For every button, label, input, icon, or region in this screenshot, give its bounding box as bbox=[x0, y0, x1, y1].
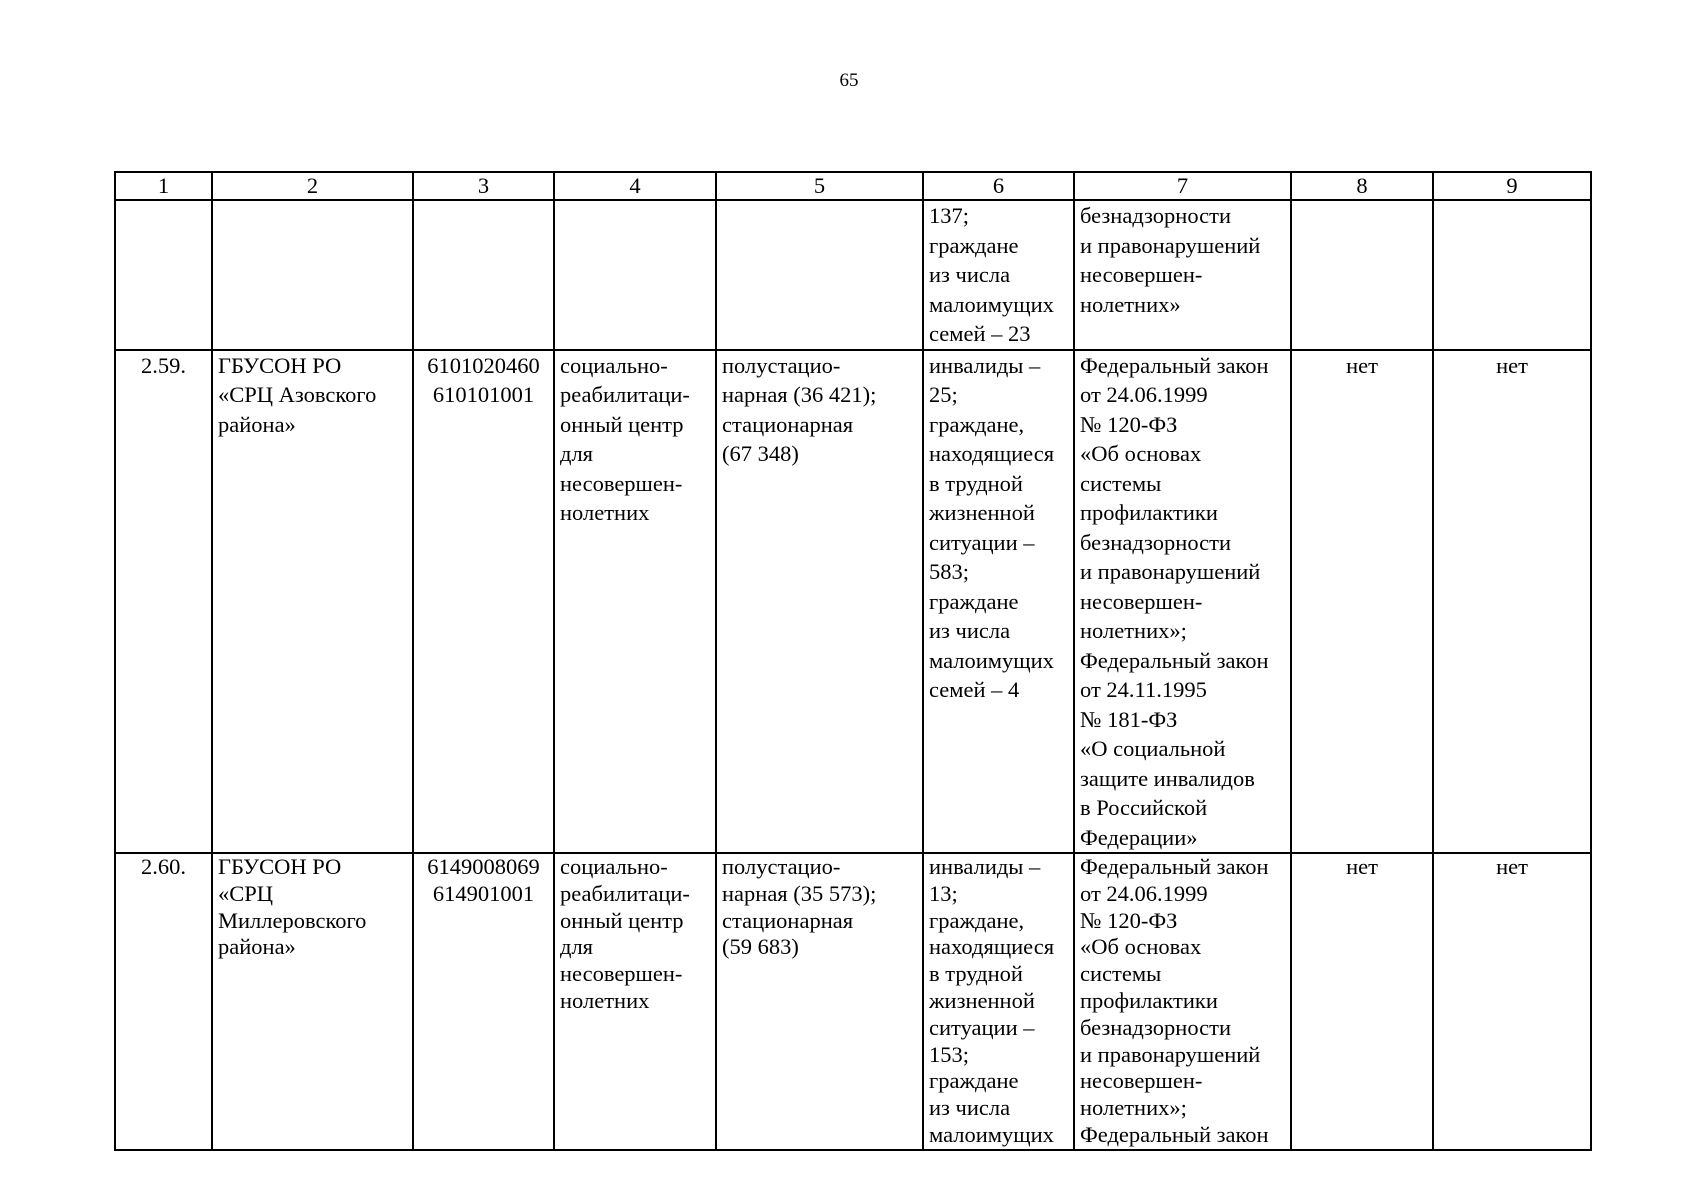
text-line: из числа bbox=[929, 618, 1011, 643]
text-line: системы bbox=[1080, 961, 1162, 987]
column-number: 8 bbox=[1291, 172, 1433, 200]
text-line: 583; bbox=[929, 559, 970, 584]
text-line: стационарная bbox=[722, 907, 854, 933]
page-number: 65 bbox=[839, 70, 859, 91]
text-line: из числа bbox=[929, 1095, 1011, 1121]
entry-number bbox=[115, 200, 212, 350]
text-line: «Об основах bbox=[1080, 934, 1202, 960]
text-line: ситуации – bbox=[929, 529, 1035, 555]
text-line: несовершен- bbox=[560, 470, 683, 496]
text-line: граждане bbox=[929, 588, 1019, 614]
column-number: 3 bbox=[413, 172, 554, 200]
text-line: для bbox=[560, 441, 594, 466]
text-line: профилактики bbox=[1080, 987, 1218, 1013]
text-line: 614901001 bbox=[432, 880, 535, 906]
text-line: граждане bbox=[929, 232, 1019, 258]
text-line: несовершен- bbox=[560, 961, 683, 987]
text-line: нарная (35 573); bbox=[722, 880, 877, 906]
column-number: 4 bbox=[554, 172, 716, 200]
text-line: в трудной bbox=[929, 470, 1023, 496]
service-form bbox=[716, 200, 923, 350]
column-number: 7 bbox=[1074, 172, 1291, 200]
organization-name bbox=[212, 350, 413, 854]
table-row bbox=[115, 350, 1591, 854]
text-line: 6101020460 bbox=[427, 352, 540, 378]
text-line: профилактики bbox=[1080, 500, 1218, 525]
text-line: (67 348) bbox=[722, 441, 799, 466]
legal-basis bbox=[1074, 200, 1291, 350]
table-row bbox=[115, 200, 1591, 350]
text-line: граждане, bbox=[929, 907, 1025, 933]
text-line: инвалиды – bbox=[929, 352, 1041, 378]
text-line: нолетних bbox=[560, 987, 650, 1013]
column-8-value: нет bbox=[1291, 853, 1433, 1150]
table-row bbox=[115, 853, 1591, 1150]
text-line: № 120-ФЗ bbox=[1080, 411, 1178, 437]
text-line: жизненной bbox=[929, 500, 1035, 525]
text-line: полустацио- bbox=[722, 854, 841, 879]
text-line: находящиеся bbox=[929, 441, 1055, 466]
legal-basis bbox=[1074, 350, 1291, 854]
column-9-value bbox=[1433, 200, 1591, 350]
column-number: 5 bbox=[716, 172, 923, 200]
text-line: № 181-ФЗ bbox=[1080, 706, 1178, 732]
text-line: и правонарушений bbox=[1080, 1041, 1261, 1067]
organization-type bbox=[554, 853, 716, 1150]
service-form bbox=[716, 350, 923, 854]
text-line: 25; bbox=[929, 382, 958, 407]
entry-number: 2.60. bbox=[115, 853, 212, 1150]
text-line: «О социальной bbox=[1080, 736, 1226, 761]
text-line: безнадзорности bbox=[1080, 1014, 1232, 1040]
text-line: «Об основах bbox=[1080, 441, 1202, 466]
text-line: семей – 23 bbox=[929, 321, 1031, 346]
text-line: семей – 4 bbox=[929, 677, 1020, 702]
text-line: от 24.11.1995 bbox=[1080, 677, 1207, 702]
column-8-value: нет bbox=[1291, 350, 1433, 854]
text-line: Федеральный закон bbox=[1080, 647, 1269, 673]
text-line: стационарная bbox=[722, 411, 854, 437]
column-number: 9 bbox=[1433, 172, 1591, 200]
text-line: нолетних bbox=[560, 500, 650, 525]
recipient-categories bbox=[923, 200, 1074, 350]
text-line: ГБУСОН РО bbox=[218, 854, 342, 879]
column-9-value: нет bbox=[1433, 350, 1591, 854]
text-line: 137; bbox=[929, 203, 970, 228]
text-line: нолетних» bbox=[1080, 291, 1181, 317]
recipient-categories bbox=[923, 350, 1074, 854]
column-number: 2 bbox=[212, 172, 413, 200]
column-number-row bbox=[115, 172, 1591, 200]
legal-basis bbox=[1074, 853, 1291, 1150]
text-line: из числа bbox=[929, 262, 1011, 287]
text-line: малоимущих bbox=[929, 291, 1054, 317]
text-line: 610101001 bbox=[432, 382, 535, 407]
text-line: безнадзорности bbox=[1080, 529, 1232, 555]
text-line: защите инвалидов bbox=[1080, 765, 1255, 791]
recipient-categories bbox=[923, 853, 1074, 1150]
entry-number: 2.59. bbox=[115, 350, 212, 854]
text-line: находящиеся bbox=[929, 934, 1055, 960]
text-line: от 24.06.1999 bbox=[1080, 880, 1208, 906]
inn-kpp bbox=[413, 200, 554, 350]
text-line: 153; bbox=[929, 1041, 970, 1067]
text-line: Федерации» bbox=[1080, 824, 1198, 850]
register-table bbox=[114, 171, 1592, 1151]
text-line: 6149008069 bbox=[427, 854, 540, 879]
organization-type bbox=[554, 200, 716, 350]
column-8-value bbox=[1291, 200, 1433, 350]
text-line: в Российской bbox=[1080, 795, 1208, 820]
text-line: в трудной bbox=[929, 961, 1023, 987]
text-line: реабилитаци- bbox=[560, 382, 690, 407]
text-line: 13; bbox=[929, 880, 958, 906]
inn-kpp bbox=[413, 350, 554, 854]
text-line: Федеральный закон bbox=[1080, 352, 1269, 378]
text-line: от 24.06.1999 bbox=[1080, 382, 1208, 407]
inn-kpp bbox=[413, 853, 554, 1150]
text-line: несовершен- bbox=[1080, 588, 1203, 614]
service-form bbox=[716, 853, 923, 1150]
text-line: несовершен- bbox=[1080, 1068, 1203, 1094]
text-line: для bbox=[560, 934, 594, 960]
text-line: жизненной bbox=[929, 987, 1035, 1013]
text-line: социально- bbox=[560, 854, 668, 879]
text-line: реабилитаци- bbox=[560, 880, 690, 906]
organization-name bbox=[212, 853, 413, 1150]
text-line: граждане, bbox=[929, 411, 1025, 437]
organization-type bbox=[554, 350, 716, 854]
text-line: нолетних»; bbox=[1080, 1095, 1187, 1121]
text-line: инвалиды – bbox=[929, 854, 1041, 879]
text-line: граждане bbox=[929, 1068, 1019, 1094]
text-line: нолетних»; bbox=[1080, 618, 1187, 643]
text-line: социально- bbox=[560, 352, 668, 378]
text-line: Федеральный закон bbox=[1080, 1121, 1269, 1147]
text-line: малоимущих bbox=[929, 647, 1054, 673]
text-line: ситуации – bbox=[929, 1014, 1035, 1040]
text-line: несовершен- bbox=[1080, 262, 1203, 287]
column-number: 6 bbox=[923, 172, 1074, 200]
text-line: «СРЦ bbox=[218, 880, 274, 906]
text-line: Миллеровского bbox=[218, 907, 367, 933]
text-line: и правонарушений bbox=[1080, 232, 1261, 258]
text-line: Федеральный закон bbox=[1080, 854, 1269, 879]
text-line: нарная (36 421); bbox=[722, 382, 877, 407]
text-line: безнадзорности bbox=[1080, 203, 1232, 228]
column-9-value: нет bbox=[1433, 853, 1591, 1150]
column-number: 1 bbox=[115, 172, 212, 200]
text-line: № 120-ФЗ bbox=[1080, 907, 1178, 933]
text-line: системы bbox=[1080, 470, 1162, 496]
text-line: района» bbox=[218, 934, 296, 960]
text-line: полустацио- bbox=[722, 352, 841, 378]
text-line: «СРЦ Азовского bbox=[218, 382, 377, 407]
text-line: онный центр bbox=[560, 907, 684, 933]
text-line: (59 683) bbox=[722, 934, 799, 960]
text-line: малоимущих bbox=[929, 1121, 1054, 1147]
text-line: района» bbox=[218, 411, 296, 437]
text-line: ГБУСОН РО bbox=[218, 352, 342, 378]
text-line: и правонарушений bbox=[1080, 559, 1261, 584]
organization-name bbox=[212, 200, 413, 350]
text-line: онный центр bbox=[560, 411, 684, 437]
